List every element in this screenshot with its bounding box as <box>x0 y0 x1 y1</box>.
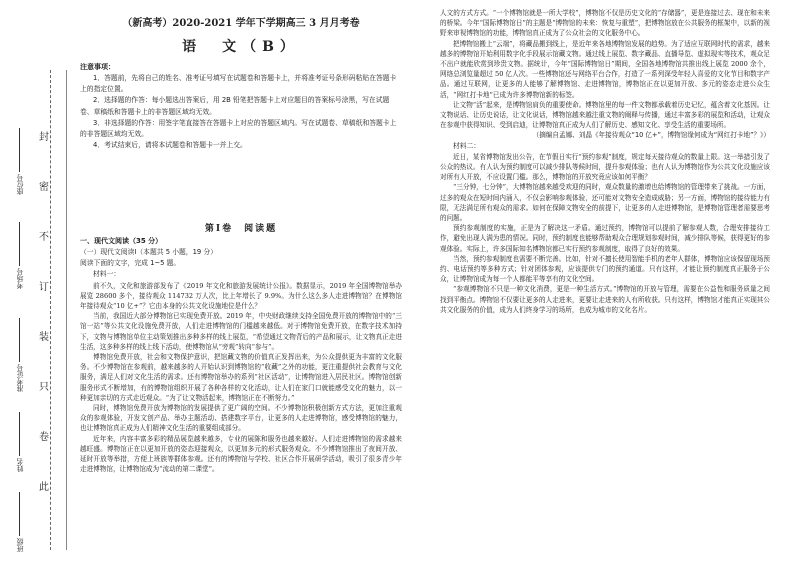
seal-char: 只 <box>38 378 50 393</box>
notice-item: 1．答题前，先将自己的姓名、准考证号填写在试题卷和答题卡上，并将准考证号条形码粘贴在答题卡上的指定位置。 <box>80 74 397 94</box>
exam-title: （新高考）2020-2021 学年下学期高三 3 月月考卷 <box>122 18 360 29</box>
notice-block <box>80 62 402 151</box>
section-heading: 一、现代文阅读（35 分） <box>80 237 163 245</box>
notice-item: 3．非选择题的作答：用签字笔直接答在答题卡上对应的答题区域内。写在试题卷、草稿纸和答题卡上的非答题区域均无效。 <box>80 118 397 139</box>
left-column <box>80 0 402 562</box>
admission-number-field[interactable] <box>16 318 24 392</box>
seal-char: 订 <box>38 278 50 293</box>
source-citation: （摘编自孟娜、刘晶《年接待观众“10 亿+”，博物馆缘何成为“网红打卡地”？》） <box>532 131 770 140</box>
passage-paragraph: 当然，预约参观制度也需要不断完善。比如，针对不擅长使用智能手机的老年人群体，博物馆应该保留现场预约、电话预约等多种方式；针对团体参观，应该提供专门的预约通道。只有这样，才能让预约制度真正服务于公众，让博物馆成为每一个人都能平等享有的文化空间。 <box>440 254 770 284</box>
seal-char: 密 <box>38 178 50 193</box>
notice-item: 4．考试结束后，请将本试题卷和答题卡一并上交。 <box>93 141 247 150</box>
material-label: 材料一： <box>93 270 121 279</box>
passage-paragraph: “三分钟，七分钟”，大博物馆越来越受欢迎的同时，观众数量的激增也给博物馆的管理带来了挑战。一方面，过多的观众在短时间内涌入，不仅会影响参观体验，还可能对文物安全造成威胁；另一方面，博物馆的接待能力有限，无法满足所有观众的需求。如何在保障文物安全的前提下，让更多的人走进博物馆，是博物馆管理者需要思考的问题。 <box>440 183 770 223</box>
binding-strip <box>0 0 70 562</box>
seal-char: 此 <box>38 478 50 493</box>
reading-section <box>80 218 402 474</box>
right-text <box>440 8 770 315</box>
seal-line <box>50 70 51 550</box>
class-field[interactable] <box>16 492 24 552</box>
name-field[interactable] <box>16 412 24 472</box>
exam-room-field[interactable] <box>16 222 24 289</box>
field-label: 准考证号 <box>16 364 24 392</box>
seal-char: 封 <box>38 128 50 143</box>
part-title: 第Ⅰ卷 阅读题 <box>204 224 278 234</box>
subsection-heading: （一）现代文阅读Ⅰ（本题共 5 小题，19 分） <box>80 248 218 256</box>
seal-char: 装 <box>38 328 50 343</box>
seal-char: 卷 <box>38 428 50 443</box>
passage-paragraph: 当前，我国近大部分博物馆已实现免费开放。2019 年，中央财政继续支持全国免费开放的博物馆中的“三馆一站”等公共文化设施免费开放，人们走进博物馆的门槛越来越低。对于博物馆免费开放，在数字技术加持下，文物与博物馆单位主动策划推出多种多样的线上展览，“希望通过文物背后的产品和展示，让文物真正走进生活，这多种多样的线上线下活动，使博物馆从“旁观”转向“参与”。 <box>80 312 402 351</box>
passage-paragraph: “参观博物馆不只是一种文化消费，更是一种生活方式。”博物馆的开放与管理，需要在公益性和服务质量之间找到平衡点。博物馆不仅要让更多的人走进来，更要让走进来的人有所收获。只有这样，博物馆才能真正实现其公共文化服务的价值，成为人们终身学习的场所，也成为城市的文化名片。 <box>440 285 770 314</box>
passage-paragraph: 近日，某省博物馆发出公告，在节假日实行“预约参观”制度，规定每天接待观众的数量上限。这一举措引发了公众的热议。有人认为预约制度可以减少排队等候时间，提升参观体验；也有人认为博物馆作为公共文化设施应该对所有人开放，不应设置门槛。那么，博物馆的开放究竟应该如何平衡？ <box>440 152 770 182</box>
passage-paragraph: 把博物馆搬上“云端”，将藏品搬到线上，是近年来各地博物馆发展的趋势。为了适应互联网时代的需求，越来越多的博物馆开始利用数字化手段展示馆藏文物。通过线上展览、数字藏品、直播导览、虚拟现实等技术，观众足不出户就能欣赏到珍贵文物。据统计，今年“国际博物馆日”期间，全国各地博物馆共推出线上展览 2000 余个，网络总浏览量超过 50 亿人次。一些博物馆还与网络平台合作，打造了一系列深受年轻人喜爱的文化节目和数字产品。通过互联网，让更多的人能够了解博物馆、走进博物馆，博物馆正在以更加开放、多元的姿态走进公众生活，“网红打卡地”已成为许多博物馆新的标签。 <box>440 39 770 99</box>
passage-paragraph: 近年来，内容丰富多彩的精品展览越来越多，专业的展陈和服务也越来越好。人们走进博物馆的需求越来越旺盛。博物馆正在以更加开放的姿态迎接观众，以更加多元的形式服务观众。不少博物馆推出了夜间开放、延时开放等举措，方便上班族等群体参观。还有的博物馆与学校、社区合作开展研学活动，吸引了很多青少年走进博物馆，让博物馆成为“流动的第二课堂”。 <box>80 434 402 474</box>
field-label: 姓名 <box>16 458 24 472</box>
notice-title: 注意事项： <box>80 63 115 71</box>
field-label: 班级 <box>16 538 24 552</box>
passage-paragraph: 预约参观制度的实施，正是为了解决这一矛盾。通过预约，博物馆可以提前了解参观人数，合理安排接待工作，避免出现人满为患的情况。同时，预约制度也能够帮助观众合理规划参观时间，减少排队等候，获得更好的参观体验。实际上，许多国际知名博物馆都已实行预约参观制度，取得了良好的效果。 <box>440 224 770 253</box>
passage-paragraph: 同时，博物馆免费开放为博物馆的发展提供了更广阔的空间。不少博物馆积极创新方式方法，更加注重观众的参观体验，开发文创产品、举办主题活动、搭建数字平台，让更多的人走进博物馆，感受博物馆的魅力，也让博物馆真正成为人们精神文化生活的重要组成部分。 <box>80 404 402 433</box>
passage-paragraph: 博物馆免费开放，社会和文物保护意识，把馆藏文物的价值真正发挥出来，为公众提供更为丰富的文化服务。不少博物馆在参观前，越来越多的人开始认识到博物馆的“收藏”之外的功能，更注重提供社会教育与文化服务，满足人们对文化生活的需求。还有博物馆举办的系列“社区活动”，让博物馆进入居民社区。博物馆创新服务形式不断增加，有的博物馆组织开展了各种各样的文化活动，让人们在家门口就能感受文化的魅力，以一种更加亲切的方式走近观众。“为了让文物活起来，博物馆正在不断努力。” <box>80 353 402 402</box>
material-label: 材料二： <box>453 141 481 150</box>
passage-paragraph: 让文物“活”起来，是博物馆肩负的重要使命。博物馆里的每一件文物都承载着历史记忆，蕴含着文化基因。让文物说话、让历史说话，让文化说话，博物馆越来越注重文物的阐释与传播，通过丰富多彩的展览和活动，让观众在参观中获得知识、受到启迪，让博物馆真正成为人们了解历史、感知文化、享受生活的重要场所。 <box>440 100 770 130</box>
right-column <box>440 0 770 562</box>
passage-paragraph: 人文的方式方式。“一个博物馆就是一所大学校”，博物馆不仅是历史文化的“存储器”，更是连接过去、现在和未来的桥梁。今年“国际博物馆日”的主题是“博物馆的未来：恢复与重塑”，把博物馆放在公共服务的框架中，以新的视野来审视博物馆的功能，博物馆真正成为了公众社会的文化服务中心。 <box>440 9 770 38</box>
subject-title: 语 文（B） <box>182 39 300 55</box>
field-label: 座位号 <box>16 174 24 195</box>
seal-char: 不 <box>38 228 50 243</box>
notice-item: 2．选择题的作答：每小题选出答案后，用 2B 铅笔把答题卡上对应题目的答案标号涂黑，写在试题卷、草稿纸和答题卡上的非答题区域均无效。 <box>80 96 390 116</box>
passage-paragraph: 前不久，文化和旅游部发布了《2019 年文化和旅游发展统计公报》。数据显示，2019 年全国博物馆举办展览 28600 多个，接待观众 114732 万人次，比上年增长了 9.9%。为什么这么多人走进博物馆？在博物馆年接待观众“10 亿+”？它由本身的公共文化设施地位是什么？ <box>80 281 402 311</box>
field-label: 考场号 <box>16 268 24 289</box>
instruction: 阅读下面的文字，完成 1~5 题。 <box>80 259 181 268</box>
seat-number-field[interactable] <box>16 128 24 195</box>
margin-line <box>66 70 67 550</box>
